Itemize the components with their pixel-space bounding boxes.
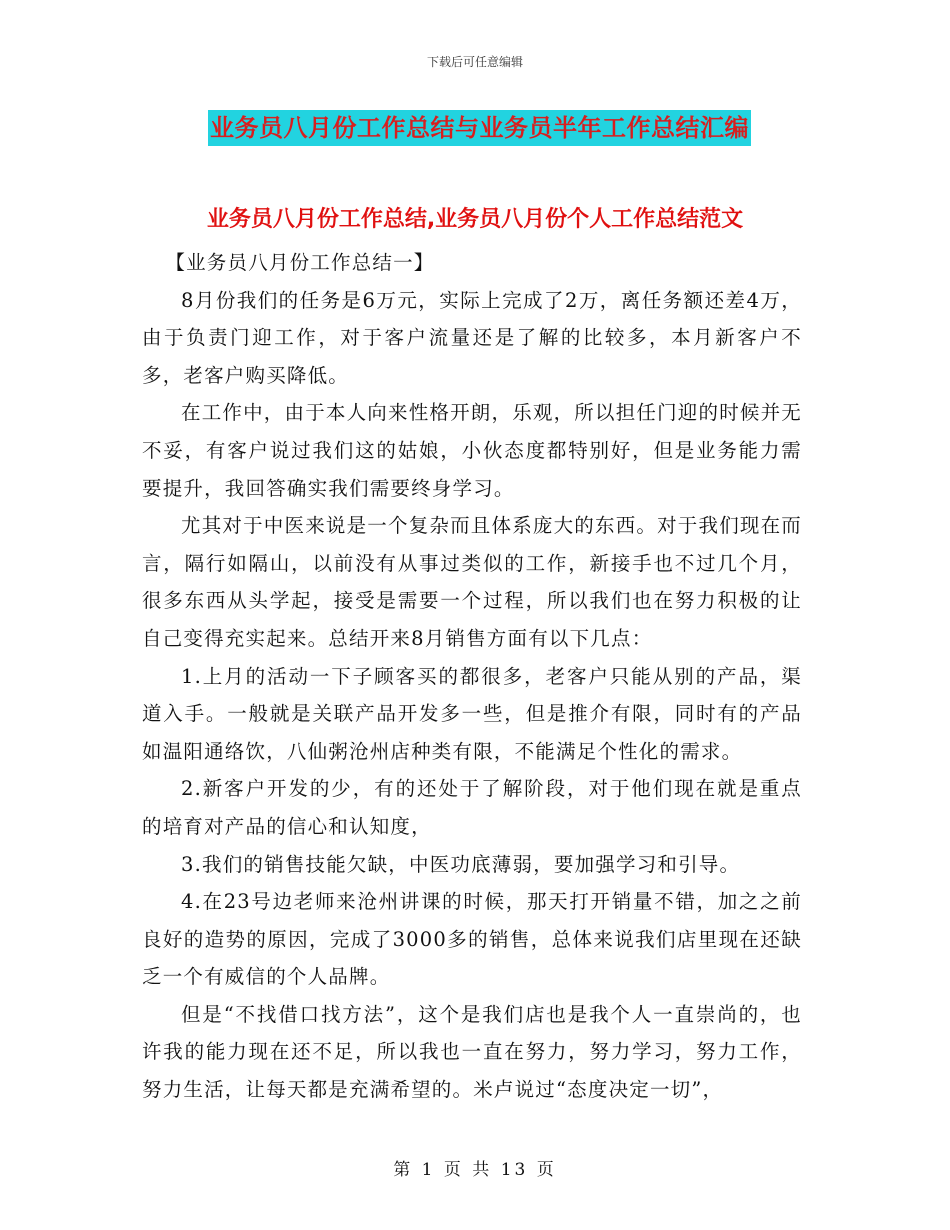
paragraph: 在工作中，由于本人向来性格开朗，乐观，所以担任门迎的时候并无不妥，有客户说过我们这的姑娘，小伙态度都特别好，但是业务能力需要提升，我回答确实我们需要终身学习。 — [142, 401, 803, 500]
paragraph: 但是“不找借口找方法”，这个是我们店也是我个人一直崇尚的，也许我的能力现在还不足，所以我也一直在努力，努力学习，努力工作，努力生活，让每天都是充满希望的。米卢说过“态度决定一切”， — [142, 1002, 802, 1102]
section-label: 【业务员八月份工作总结一】 — [165, 251, 435, 274]
document-sub-title: 业务员八月份工作总结,业务员八月份个人工作总结范文 — [206, 207, 744, 232]
paragraph: 8月份我们的任务是6万元，实际上完成了2万，离任务额还差4万，由于负责门迎工作，对于客户流量还是了解的比较多，本月新客户不多，老客户购买降低。 — [142, 288, 802, 387]
paragraph: 尤其对于中医来说是一个复杂而且体系庞大的东西。对于我们现在而言，隔行如隔山，以前没有从事过类似的工作，新接手也不过几个月，很多东西从头学起，接受是需要一个过程，所以我们也在努力积极的让自己变得充实起来。总结开来8月销售方面有以下几点： — [142, 514, 803, 650]
paragraph: 1.上月的活动一下子顾客买的都很多，老客户只能从别的产品，渠道入手。一般就是关联产品开发多一些，但是推介有限，同时有的产品如温阳通络饮，八仙粥沧州店种类有限，不能满足个性化的需求。 — [142, 664, 802, 763]
paragraph: 2.新客户开发的少，有的还处于了解阶段，对于他们现在就是重点的培育对产品的信心和认知度， — [142, 777, 802, 838]
document-body — [142, 244, 802, 1109]
document-main-title: 业务员八月份工作总结与业务员半年工作总结汇编 — [208, 110, 751, 146]
page-indicator: 第 1 页 共 13 页 — [393, 1160, 557, 1180]
header-note: 下载后可任意编辑 — [426, 55, 523, 69]
paragraph: 4.在23号边老师来沧州讲课的时候，那天打开销量不错，加之之前良好的造势的原因，完成了3000多的销售，总体来说我们店里现在还缺乏一个有威信的个人品牌。 — [142, 890, 802, 989]
paragraph: 3.我们的销售技能欠缺，中医功底薄弱，要加强学习和引导。 — [181, 852, 741, 876]
